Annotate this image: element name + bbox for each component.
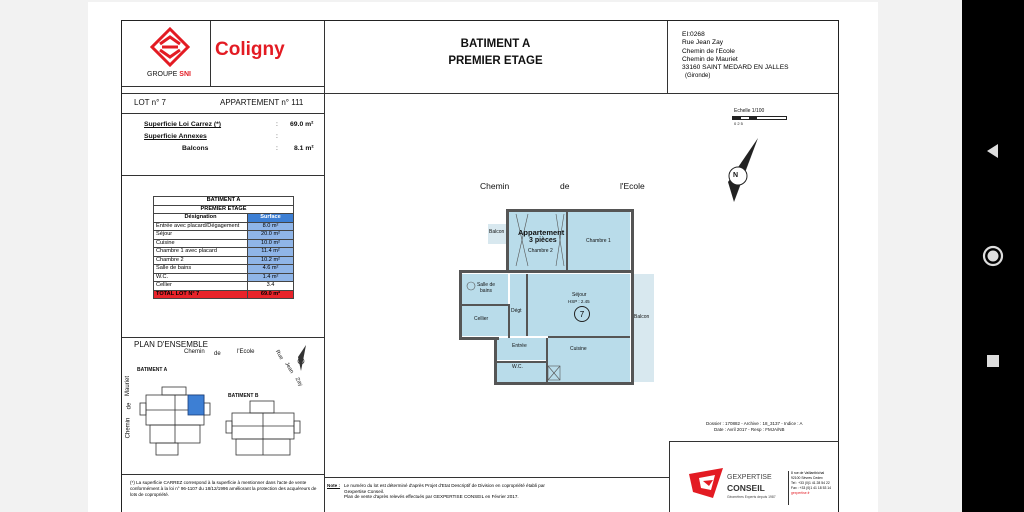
street-label: de bbox=[214, 351, 221, 357]
dossier-line: Date : Avril 2017 - Resp : FMJA/NB bbox=[714, 427, 785, 432]
row-value: 11.4 m² bbox=[248, 248, 294, 257]
table-row bbox=[154, 282, 294, 291]
balcons-value: 8.1 m² bbox=[294, 145, 314, 152]
label-degt: Dégt bbox=[511, 308, 522, 314]
lot-number-badge: 7 bbox=[574, 306, 590, 322]
row-name: Cuisine bbox=[154, 239, 248, 248]
divider-plan-ensemble bbox=[122, 474, 324, 475]
divider-table bbox=[122, 337, 324, 338]
divider-left-column bbox=[324, 21, 325, 512]
divider-logo bbox=[122, 86, 324, 87]
row-name: Séjour bbox=[154, 231, 248, 240]
row-name: Entrée avec placard/Dégagement bbox=[154, 222, 248, 231]
batiment-b-label: BATIMENT B bbox=[228, 393, 259, 399]
label-wc: W.C. bbox=[512, 364, 523, 370]
plan-ensemble-title: PLAN D'ENSEMBLE bbox=[134, 340, 208, 349]
logo-group-label: GROUPE bbox=[147, 71, 178, 78]
logo-sni-label: SNI bbox=[179, 71, 191, 78]
label-balcon-right: Balcon bbox=[634, 314, 650, 320]
divider-address bbox=[667, 21, 668, 93]
table-row bbox=[154, 273, 294, 282]
sni-logo-icon bbox=[150, 27, 190, 67]
loi-carrez-label: Superficie Loi Carrez (*) bbox=[144, 121, 222, 128]
street-label: Jean bbox=[283, 361, 295, 375]
table-total-row bbox=[154, 290, 294, 299]
row-value: 1.4 m² bbox=[248, 273, 294, 282]
row-value: 20.0 m² bbox=[248, 231, 294, 240]
street-label: l'Ecole bbox=[237, 349, 255, 355]
row-name: Salle de bains bbox=[154, 265, 248, 274]
gexpertise-address-line: 92100 Sèvres Cedex bbox=[791, 476, 823, 480]
street-label: Mauriet bbox=[125, 375, 132, 397]
divider-cartouche bbox=[669, 441, 670, 512]
gexpertise-web: gexpertise.fr bbox=[791, 491, 810, 495]
note-line: Le numéro du lot est déterminé d'après Projet d'Etat Descriptif de Division en copropriété établi par Gexpertise Conseil. bbox=[344, 483, 545, 494]
total-label: TOTAL LOT N° 7 bbox=[154, 290, 248, 299]
colon: : bbox=[276, 121, 278, 128]
gexpertise-address-line: Fax : +33 (0)1 41 18 53 14 bbox=[791, 486, 832, 490]
title-building: BATIMENT A bbox=[460, 38, 531, 50]
scale-ticks: 0 2 5 bbox=[734, 121, 743, 126]
annexes-label: Superficie Annexes bbox=[144, 133, 207, 140]
address-block bbox=[682, 31, 789, 81]
lot-number: LOT n° 7 bbox=[134, 98, 166, 107]
floor-plan-sheet bbox=[88, 2, 878, 512]
android-navigation-bar bbox=[962, 0, 1024, 512]
apartment-rooms: 3 pièces bbox=[529, 237, 557, 244]
row-name: W.C. bbox=[154, 273, 248, 282]
colon: : bbox=[276, 133, 278, 140]
gexpertise-tagline: Géomètres Experts depuis 1987 bbox=[727, 495, 776, 499]
logo-group-text bbox=[147, 71, 191, 78]
table-row bbox=[154, 265, 294, 274]
footnote: (*) La superficie CARREZ correspond à la superficie à mentionner dans l'acte de vente conformément à la loi n° 96-1107 du 18/12/1996 améliorant la protection des acquéreurs de lots de copropriété. bbox=[130, 480, 317, 497]
divider-note bbox=[324, 477, 669, 478]
street-label: de bbox=[560, 181, 570, 191]
gexpertise-name: GEXPERTISE bbox=[727, 474, 772, 481]
row-value: 10.0 m² bbox=[248, 239, 294, 248]
row-value: 4.6 m² bbox=[248, 265, 294, 274]
row-value: 3.4 bbox=[248, 282, 294, 291]
apartment-floor-plan bbox=[456, 206, 666, 386]
coligny-logo-text: Coligny bbox=[215, 39, 285, 60]
label-sejour-hsp: HSP : 2.45 bbox=[568, 299, 590, 304]
colon: : bbox=[276, 145, 278, 152]
dossier-line: Dossier : 170882 - Archive : 18_3137 - Indice : A bbox=[706, 421, 803, 426]
back-triangle-icon bbox=[985, 143, 1001, 159]
scale-bar bbox=[732, 116, 787, 120]
divider-cartouche-top bbox=[669, 441, 839, 442]
label-salle-de-bains: Salle de bains bbox=[476, 282, 496, 294]
col-surface: Surface bbox=[248, 214, 294, 223]
address-line: EI:0268 bbox=[682, 31, 705, 38]
street-label: de bbox=[126, 402, 133, 410]
table-row bbox=[154, 231, 294, 240]
surface-table bbox=[153, 196, 294, 299]
row-value: 10.2 m² bbox=[248, 256, 294, 265]
note-text bbox=[344, 483, 564, 500]
street-label: l'Ecole bbox=[620, 181, 645, 191]
row-name: Chambre 1 avec placard bbox=[154, 248, 248, 257]
back-button[interactable] bbox=[980, 138, 1006, 164]
label-cuisine: Cuisine bbox=[570, 346, 587, 352]
gexpertise-address-line: 8 rue de Vaillantbichal bbox=[791, 471, 825, 475]
table-row bbox=[154, 222, 294, 231]
label-chambre2: Chambre 2 bbox=[528, 248, 553, 254]
north-arrow-icon bbox=[714, 136, 764, 213]
home-circle-icon bbox=[982, 245, 1004, 267]
street-label: Chemin bbox=[184, 349, 205, 355]
row-name: Chambre 2 bbox=[154, 256, 248, 265]
row-value: 8.0 m² bbox=[248, 222, 294, 231]
note-line: Plan de vente d'après relevés effectués par GEXPERTISE CONSEIL en Février 2017. bbox=[344, 494, 519, 500]
gexpertise-address bbox=[791, 471, 831, 496]
label-balcon-left: Balcon bbox=[489, 229, 505, 235]
street-label: Chemin bbox=[480, 181, 510, 191]
gexpertise-logo-icon bbox=[687, 466, 725, 505]
total-value: 69.0 m² bbox=[248, 290, 294, 299]
batiment-a-label: BATIMENT A bbox=[137, 367, 168, 373]
street-label: Zay bbox=[293, 376, 304, 388]
table-row bbox=[154, 256, 294, 265]
divider-lot bbox=[122, 113, 324, 114]
scale-label: Echelle 1/100 bbox=[734, 108, 765, 114]
cartouche-divider bbox=[788, 471, 789, 505]
label-cellier: Cellier bbox=[474, 316, 489, 322]
divider-surfaces bbox=[122, 175, 324, 176]
label-chambre1: Chambre 1 bbox=[586, 238, 611, 244]
home-button[interactable] bbox=[980, 243, 1006, 269]
street-label: Rue bbox=[273, 349, 285, 361]
label-sejour: Séjour bbox=[572, 292, 587, 298]
recents-button[interactable] bbox=[980, 348, 1006, 374]
balcons-label: Balcons bbox=[182, 145, 209, 152]
table-title: BATIMENT A bbox=[154, 197, 294, 206]
loi-carrez-value: 69.0 m² bbox=[290, 121, 314, 128]
divider-header bbox=[122, 93, 838, 94]
apartment-title: Appartement bbox=[518, 228, 565, 237]
address-line: Chemin de l'Ecole bbox=[682, 47, 735, 55]
title-floor: PREMIER ETAGE bbox=[448, 55, 543, 67]
address-line: Rue Jean Zay bbox=[682, 39, 724, 47]
recents-square-icon bbox=[986, 354, 1000, 368]
table-row bbox=[154, 239, 294, 248]
col-designation: Désignation bbox=[154, 214, 248, 223]
label-entree: Entrée bbox=[512, 343, 527, 349]
divider-logo-inner bbox=[210, 21, 211, 86]
north-label: N bbox=[733, 172, 739, 179]
row-name: Cellier bbox=[154, 282, 248, 291]
table-row bbox=[154, 248, 294, 257]
gexpertise-conseil: CONSEIL bbox=[727, 483, 765, 493]
gexpertise-address-line: Tel : +33 (0)1 41 28 54 22 bbox=[791, 481, 830, 485]
sheet-frame bbox=[121, 20, 839, 512]
street-label: Chemin bbox=[125, 417, 132, 439]
table-subtitle: PREMIER ETAGE bbox=[154, 205, 294, 214]
address-line: 33160 SAINT MEDARD EN JALLES bbox=[682, 64, 789, 72]
note-label: Note : bbox=[327, 483, 341, 488]
apartment-number: APPARTEMENT n° 111 bbox=[220, 98, 304, 107]
site-plan-drawing bbox=[138, 373, 308, 473]
address-line: Chemin de Mauriet bbox=[682, 55, 738, 63]
address-line: (Gironde) bbox=[685, 73, 711, 80]
